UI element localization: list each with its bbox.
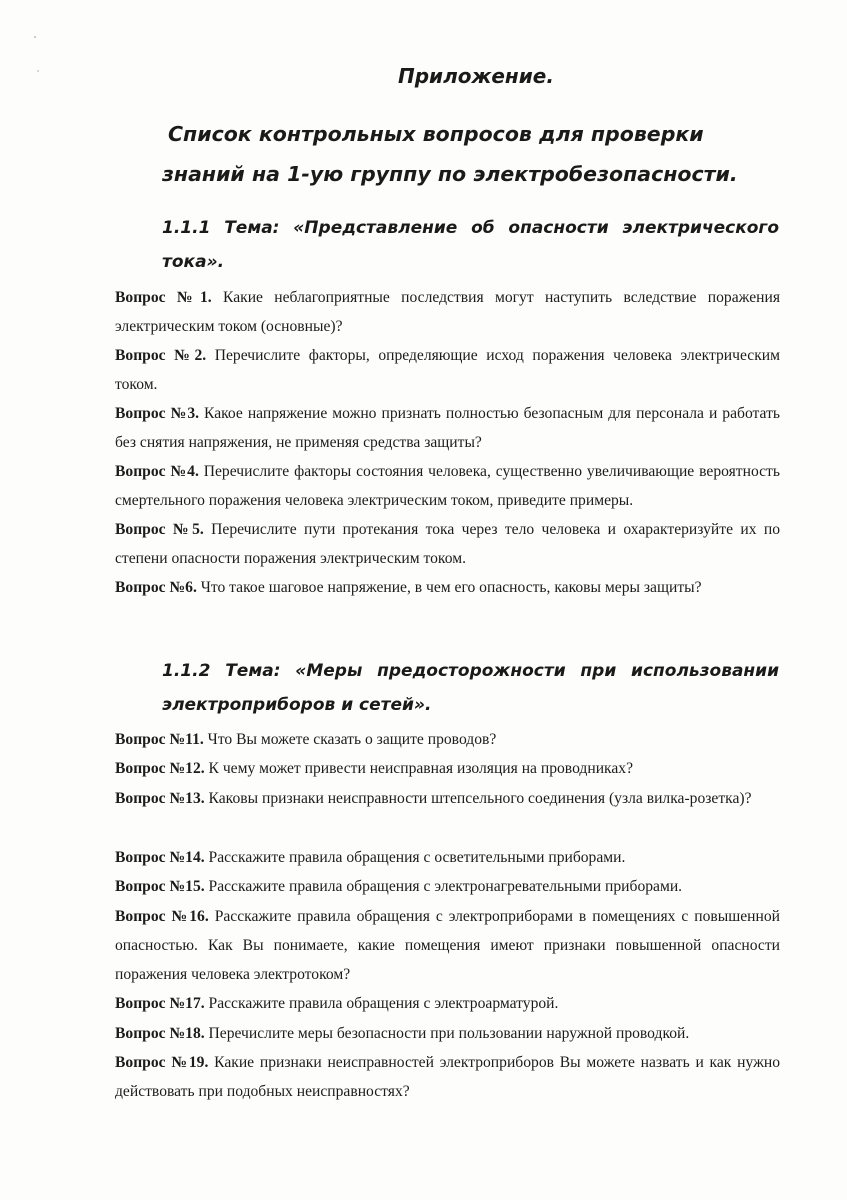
section-heading-2: [162, 654, 779, 722]
question-label: Вопрос №16.: [115, 908, 209, 925]
question-text: Перечислите факторы состояния человека, существенно увеличивающие вероятность смертельного поражения человека электрическим током, приведите примеры.: [115, 463, 780, 509]
question-label: Вопрос №5.: [115, 521, 204, 538]
question-item: [115, 1048, 780, 1106]
question-item: [115, 515, 780, 573]
question-text: Расскажите правила обращения с электроприборами в помещениях с повышенной опасностью. Как Вы понимаете, какие помещения имеют признаки повышенной опасности поражения человека электротоком?: [115, 908, 780, 983]
question-label: Вопрос №13.: [115, 790, 205, 807]
question-text: Расскажите правила обращения с электронагревательными приборами.: [204, 878, 683, 895]
question-label: Вопрос №19.: [115, 1054, 209, 1071]
question-text: Какие неблагоприятные последствия могут наступить вследствие поражения электрическим током (основные)?: [115, 289, 780, 335]
section-heading-1: [162, 211, 779, 279]
question-label: Вопрос №17.: [115, 995, 205, 1012]
question-text: Что Вы можете сказать о защите проводов?: [203, 731, 497, 748]
question-text: Расскажите правила обращения с осветительными приборами.: [204, 849, 626, 866]
section-topic: Тема: «Меры предосторожности при использовании электроприборов и сетей».: [162, 661, 779, 715]
scan-speck: [37, 70, 39, 72]
section-number: 1.1.1: [162, 218, 211, 238]
question-label: Вопрос №18.: [115, 1025, 205, 1042]
question-label: Вопрос №2.: [115, 347, 207, 364]
question-item: [115, 725, 780, 754]
section-number: 1.1.2: [162, 661, 211, 681]
question-item: [115, 457, 780, 515]
question-item: [115, 341, 780, 399]
scan-speck: [34, 36, 36, 38]
question-text: Расскажите правила обращения с электроарматурой.: [204, 995, 559, 1012]
question-text: Перечислите меры безопасности при пользовании наружной проводкой.: [204, 1025, 690, 1042]
section-topic: Тема: «Представление об опасности электрического тока».: [162, 218, 779, 272]
question-label: Вопрос №12.: [115, 760, 205, 777]
question-label: Вопрос №1.: [115, 289, 212, 306]
question-text: Перечислите пути протекания тока через тело человека и охарактеризуйте их по степени опасности поражения электрическим током.: [115, 521, 780, 567]
question-text: Какое напряжение можно признать полностью безопасным для персонала и работать без снятия напряжения, не применяя средства защиты?: [115, 405, 780, 451]
question-item: [115, 843, 780, 872]
question-label: Вопрос №6.: [115, 579, 197, 596]
question-text: Что такое шаговое напряжение, в чем его опасность, каковы меры защиты?: [196, 579, 702, 596]
question-text: Какие признаки неисправностей электроприборов Вы можете назвать и как нужно действовать при подобных неисправностях?: [115, 1054, 781, 1100]
question-label: Вопрос №4.: [115, 463, 199, 480]
document-title-line-2: знаний на 1-ую группу по электробезопасности.: [162, 162, 738, 186]
question-text: Каковы признаки неисправности штепсельного соединения (узла вилка-розетка)?: [204, 790, 752, 807]
question-item: [115, 784, 780, 813]
question-label: Вопрос №14.: [115, 849, 205, 866]
appendix-title: Приложение.: [398, 64, 554, 88]
question-item: [115, 1019, 780, 1048]
question-item: [115, 902, 780, 989]
question-label: Вопрос №11.: [115, 731, 204, 748]
question-text: Перечислите факторы, определяющие исход поражения человека электрическим током.: [115, 347, 780, 393]
question-item: [115, 989, 780, 1018]
question-item: [115, 283, 780, 341]
question-item: [115, 399, 780, 457]
question-item: [115, 872, 780, 901]
question-item: [115, 754, 780, 783]
question-label: Вопрос №15.: [115, 878, 205, 895]
question-item: [115, 573, 780, 602]
question-text: К чему может привести неисправная изоляция на проводниках?: [204, 760, 634, 777]
question-label: Вопрос №3.: [115, 405, 200, 422]
document-title-line-1: Список контрольных вопросов для проверки: [168, 122, 704, 146]
